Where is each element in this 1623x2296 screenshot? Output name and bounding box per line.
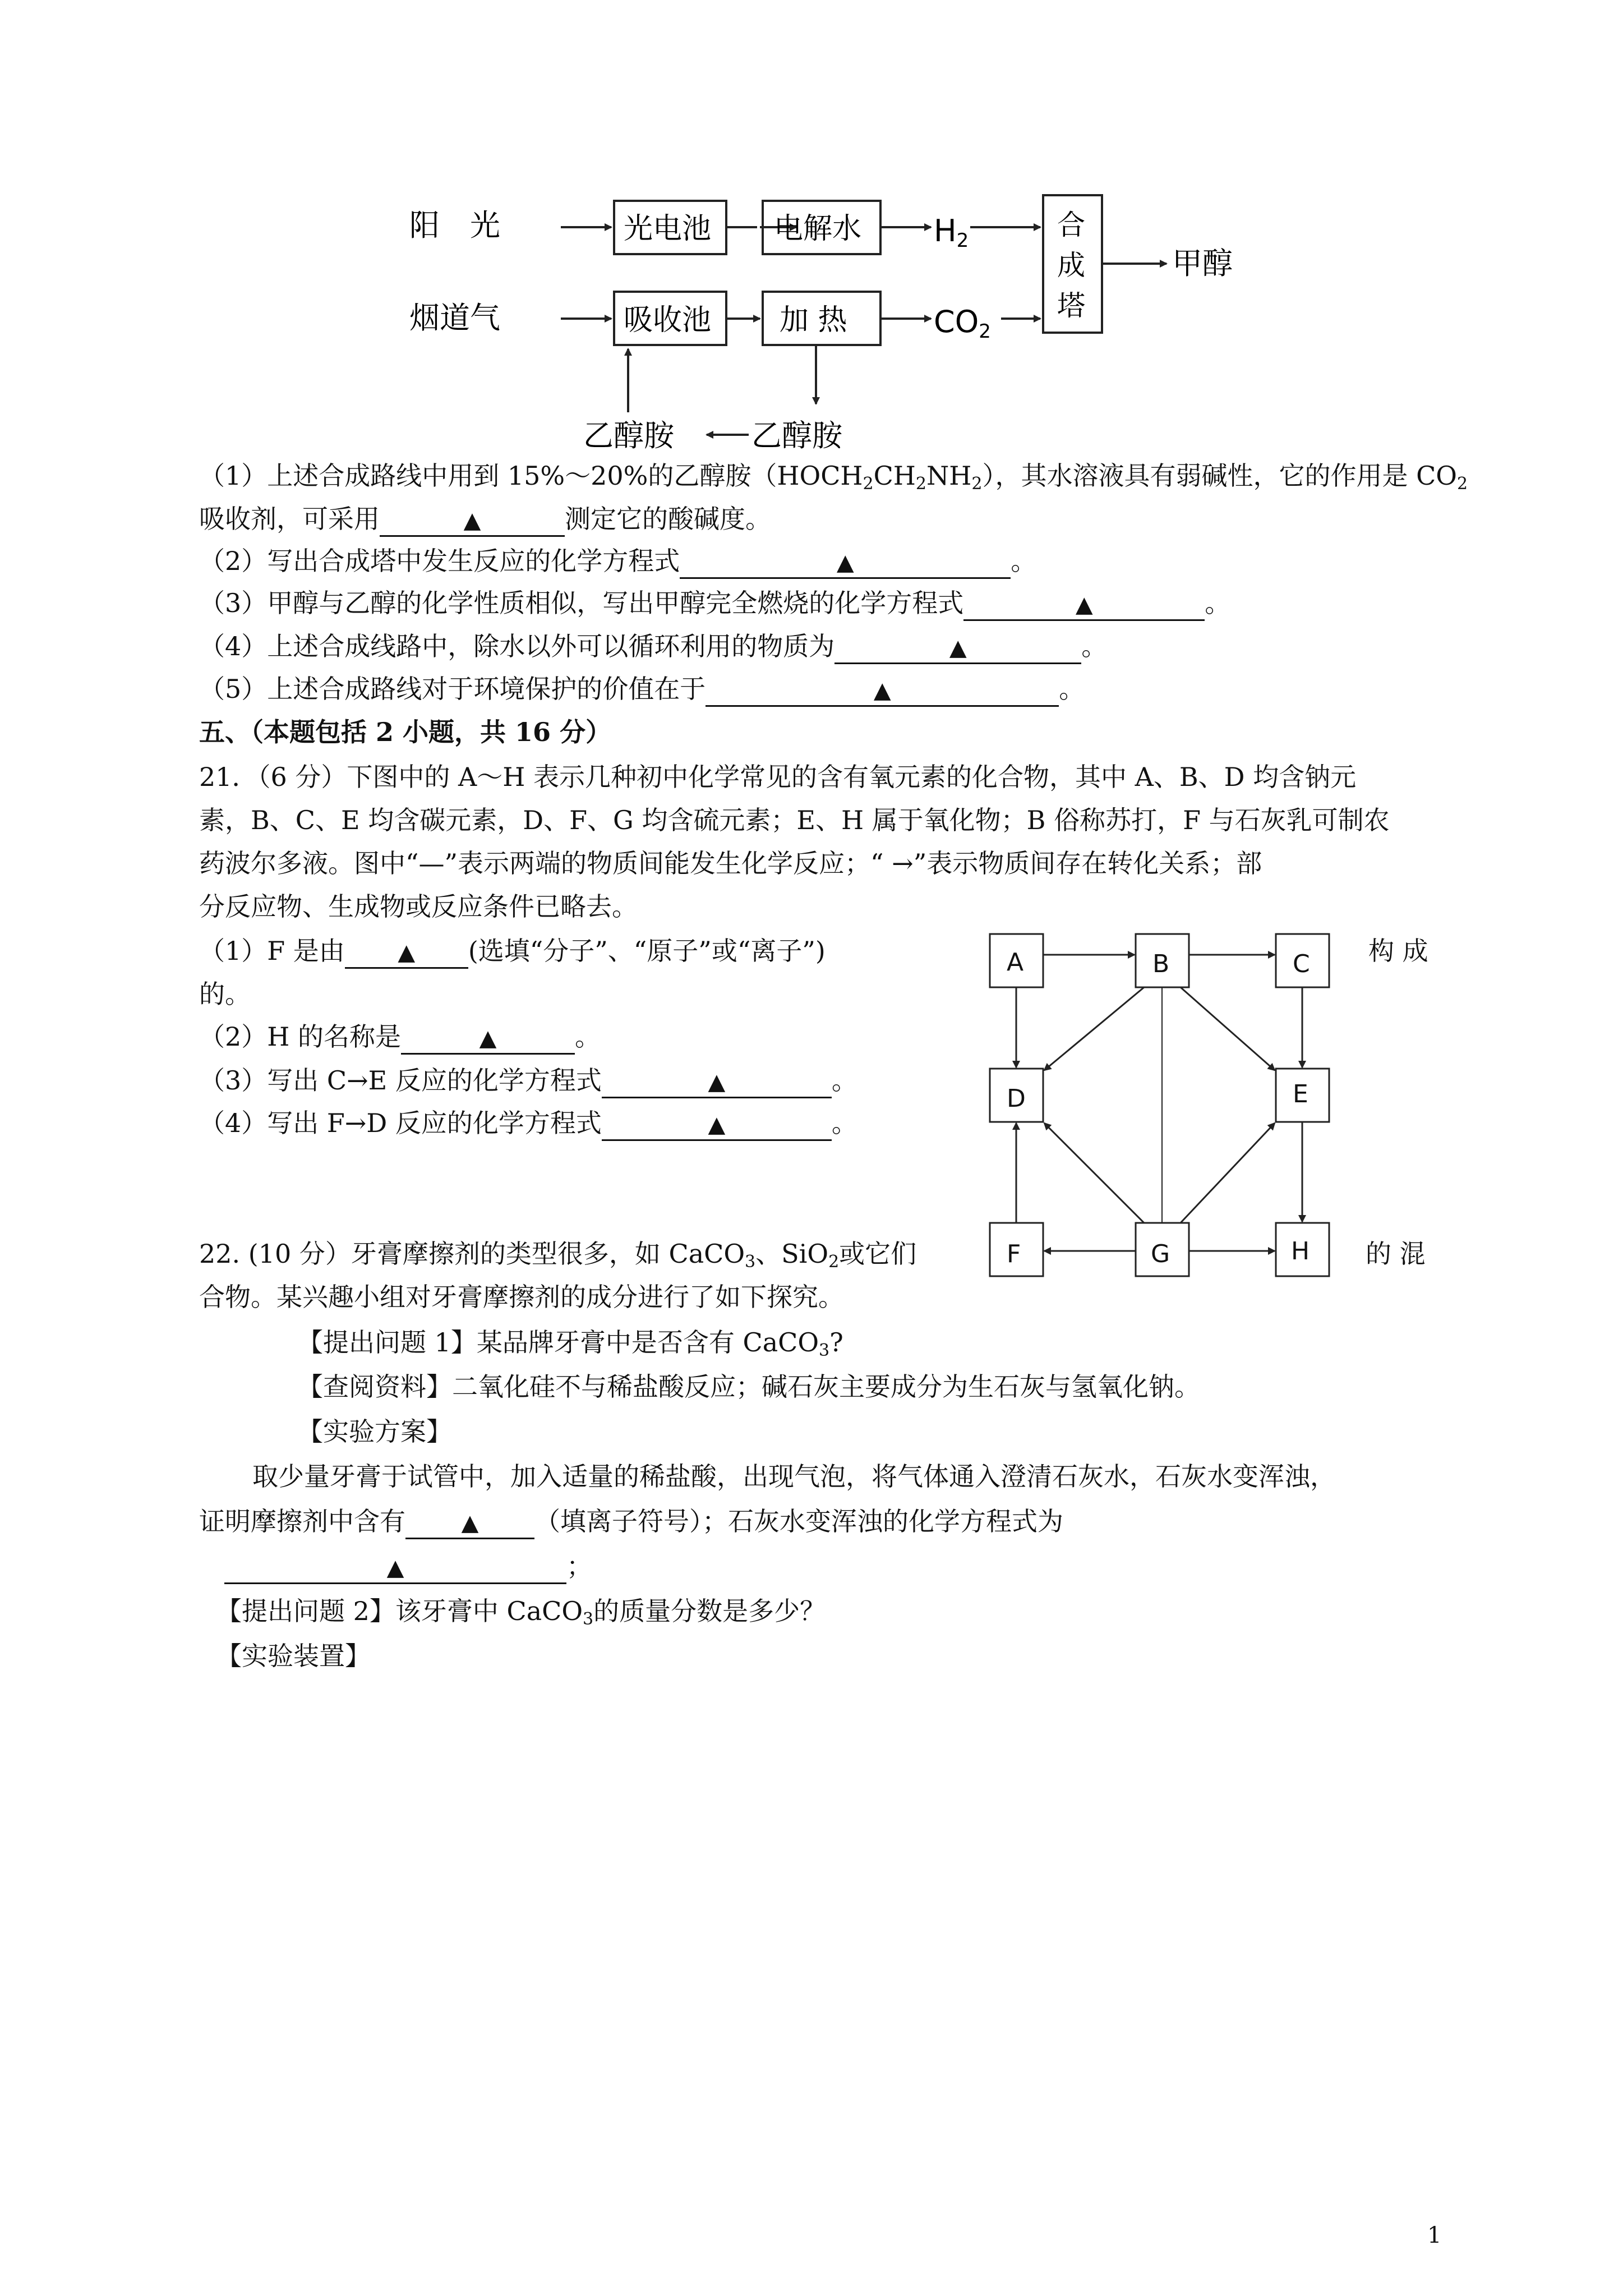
answer-blank-q20-3[interactable]: ▲: [963, 588, 1205, 621]
q22-stem-line1: 22. (10 分）牙膏摩擦剂的类型很多，如 CaCO$_3$、SiO$_2$或它们: [199, 1239, 917, 1272]
q20-part1-line2: 吸收剂，可采用 ▲ 测定它的酸碱度。: [199, 502, 771, 537]
ethanolamine-right: 乙醇胺: [751, 418, 842, 453]
photocell-label: 光电池: [624, 212, 712, 246]
co2-label: CO2: [934, 304, 991, 343]
tower-char-2: 成: [1057, 249, 1085, 282]
node-a: A: [1007, 948, 1024, 977]
answer-blank-q22-1[interactable]: ▲: [405, 1507, 534, 1539]
q21-part3: （3）写出 C→E 反应的化学方程式 ▲ 。: [199, 1064, 857, 1098]
node-d: D: [1007, 1084, 1026, 1113]
q21-stem-line3: 药波尔多液。图中“—”表示两端的物质间能发生化学反应；“ →”表示物质间存在转化关系；部: [199, 848, 1262, 878]
q21-part1-end: 的。: [199, 979, 251, 1009]
answer-blank-q20-1[interactable]: [380, 504, 565, 537]
q22-question2: 【提出问题 2】该牙膏中 CaCO$_3$的质量分数是多少？: [216, 1596, 826, 1629]
q22-experiment-line3: ▲ ；: [224, 1549, 592, 1584]
page-number: 1: [1427, 2223, 1442, 2248]
node-b: B: [1152, 950, 1170, 978]
tower-char-3: 塔: [1057, 289, 1085, 322]
q20-part2: （2）写出合成塔中发生反应的化学方程式 ▲ 。: [199, 544, 1036, 579]
answer-blank-q20-5[interactable]: ▲: [706, 674, 1059, 707]
answer-marker-icon: ▲: [463, 508, 481, 533]
answer-blank-q21-1[interactable]: ▲: [345, 936, 468, 969]
absorber-label: 吸收池: [624, 303, 712, 337]
q21-part1-tail: 构 成: [1368, 936, 1428, 966]
answer-blank-q21-3[interactable]: ▲: [602, 1066, 832, 1098]
heating-label: 加 热: [780, 303, 847, 337]
q21-stem-line2: 素，B、C、E 均含碳元素，D、F、G 均含硫元素；E、H 属于氧化物；B 俗称苏打，F 与石灰乳可制农: [199, 805, 1390, 835]
q22-reference-info: 【查阅资料】二氧化硅不与稀盐酸反应；碱石灰主要成分为生石灰与氢氧化钠。: [297, 1372, 1200, 1402]
q22-apparatus-heading: 【实验装置】: [216, 1641, 371, 1671]
answer-blank-q20-4[interactable]: ▲: [834, 632, 1081, 664]
section-5-heading: 五、（本题包括 2 小题，共 16 分）: [199, 717, 612, 747]
synthesis-flow-diagram: [393, 185, 1267, 466]
q22-plan-heading: 【实验方案】: [297, 1416, 452, 1447]
q21-stem-line4: 分反应物、生成物或反应条件已略去。: [199, 891, 638, 922]
node-e: E: [1293, 1080, 1308, 1108]
q21-stem-line1: 21．（6 分）下图中的 A～H 表示几种初中化学常见的含有氧元素的化合物，其中 A、B、D 均含钠元: [199, 762, 1357, 792]
q21-part1: （1）F 是由 ▲ (选填“分子”、“原子”或“离子”): [199, 934, 826, 969]
methanol-label: 甲醇: [1172, 246, 1233, 281]
answer-blank-q22-2[interactable]: ▲: [224, 1552, 566, 1584]
node-g: G: [1151, 1240, 1170, 1268]
sunlight-label: 阳 光: [409, 208, 500, 243]
answer-blank-q20-2[interactable]: ▲: [680, 546, 1011, 579]
tower-char-1: 合: [1057, 209, 1085, 241]
q22-stem-line1-tail: 的 混: [1366, 1239, 1426, 1269]
q22-experiment-line1: 取少量牙膏于试管中，加入适量的稀盐酸，出现气泡，将气体通入澄清石灰水，石灰水变浑浊，: [252, 1461, 1336, 1492]
q20-part4: （4）上述合成线路中，除水以外可以循环利用的物质为 ▲ 。: [199, 629, 1107, 664]
answer-blank-q21-4[interactable]: ▲: [602, 1108, 832, 1141]
q22-stem-line2: 合物。某兴趣小组对牙膏摩擦剂的成分进行了如下探究。: [199, 1282, 844, 1312]
flue-gas-label: 烟道气: [409, 300, 500, 335]
q20-part1-line1: （1）上述合成路线中用到 15%～20%的乙醇胺$(HOCH_2CH_2NH_2)$，其水溶液具有弱碱性，它的作用是 $CO_2$: [199, 461, 1468, 494]
node-h: H: [1291, 1237, 1310, 1266]
q22-experiment-line2: 证明摩擦剂中含有 ▲ （填离子符号）；石灰水变浑浊的化学方程式为: [199, 1504, 1063, 1539]
answer-blank-q21-2[interactable]: ▲: [401, 1022, 575, 1055]
q21-part2: （2）H 的名称是 ▲ 。: [199, 1020, 601, 1055]
node-f: F: [1007, 1240, 1021, 1268]
q20-part5: （5）上述合成路线对于环境保护的价值在于 ▲ 。: [199, 672, 1085, 707]
q22-question1: 【提出问题 1】某品牌牙膏中是否含有 CaCO$_3$?: [297, 1327, 843, 1360]
q21-part4: （4）写出 F→D 反应的化学方程式 ▲ 。: [199, 1106, 857, 1141]
ethanolamine-left: 乙醇胺: [583, 418, 674, 453]
h2-label: H2: [934, 213, 969, 252]
q20-part3: （3）甲醇与乙醇的化学性质相似，写出甲醇完全燃烧的化学方程式 ▲ 。: [199, 586, 1230, 621]
electrolysis-label: 电解水: [774, 212, 862, 246]
node-c: C: [1293, 950, 1310, 978]
q21-relationship-diagram: [976, 920, 1352, 1285]
